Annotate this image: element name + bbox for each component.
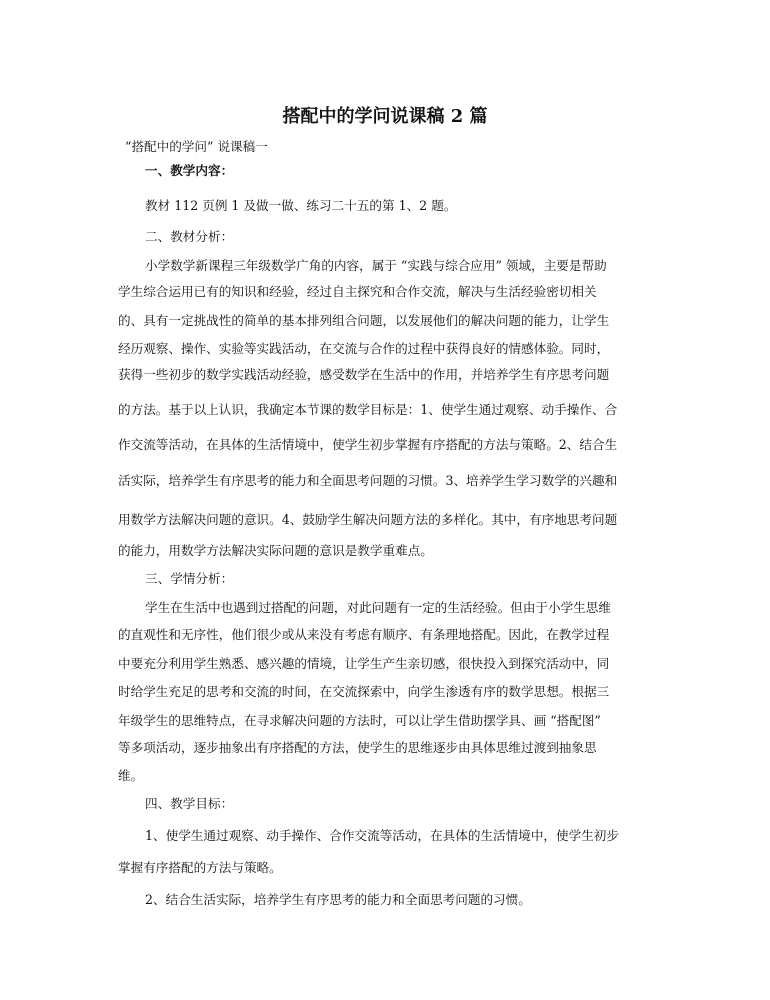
paragraph-line: 年级学生的思维特点，在寻求解决问题的方法时，可以让学生借助摆学具、画 “搭配图” <box>118 713 601 728</box>
paragraph-line: 1、使学生通过观察、动手操作、合作交流等活动，在具体的生活情境中，使学生初步 <box>145 828 619 843</box>
paragraph-line: 用数学方法解决问题的意识。4、鼓励学生解决问题方法的多样化。其中，有序地思考问题 <box>118 512 618 527</box>
paragraph-line: 经历观察、操作、实验等实践活动，在交流与合作的过程中获得良好的情感体验。同时， <box>118 341 610 356</box>
paragraph-line: 的方法。基于以上认识，我确定本节课的数学目标是：1、使学生通过观察、动手操作、合 <box>118 402 618 417</box>
paragraph-line: 时给学生充足的思考和交流的时间，在交流探索中，向学生渗透有序的数学思想。根据三 <box>118 684 610 699</box>
paragraph-line: 中要充分利用学生熟悉、感兴趣的情境，让学生产生亲切感，很快投入到探究活动中，同 <box>118 656 610 671</box>
paragraph-line: 小学数学新课程三年级数学广角的内容，属于 “实践与综合应用” 领域，主要是帮助 <box>145 258 607 273</box>
document-title: 搭配中的学问说课稿 2 篇 <box>282 106 488 127</box>
paragraph-line: 教材 112 页例 1 及做一做、练习二十五的第 1、2 题。 <box>145 198 457 213</box>
paragraph-line: 等多项活动，逐步抽象出有序搭配的方法，使学生的思维逐步由具体思维过渡到抽象思 <box>118 740 597 755</box>
paragraph-line: 的能力，用数学方法解决实际问题的意识是教学重难点。 <box>118 543 433 558</box>
section-heading: 四、教学目标： <box>145 796 234 811</box>
paragraph-line: 维。 <box>118 768 144 783</box>
paragraph-line: 学生综合运用已有的知识和经验，经过自主探究和合作交流，解决与生活经验密切相关 <box>118 284 597 299</box>
paragraph-line: 活实际，培养学生有序思考的能力和全面思考问题的习惯。3、培养学生学习数学的兴趣和 <box>118 473 618 488</box>
paragraph-line: 2、结合生活实际，培养学生有序思考的能力和全面思考问题的习惯。 <box>145 892 531 907</box>
document-subtitle: “搭配中的学问” 说课稿一 <box>125 139 268 154</box>
paragraph-line: 学生在生活中也遇到过搭配的问题，对此问题有一定的生活经验。但由于小学生思维 <box>145 600 611 615</box>
section-heading: 一、教学内容： <box>145 163 234 178</box>
paragraph-line: 获得一些初步的数学实践活动经验，感受数学在生活中的作用，并培养学生有序思考问题 <box>118 367 610 382</box>
paragraph-line: 的、具有一定挑战性的简单的基本排列组合问题，以发展他们的解决问题的能力，让学生 <box>118 313 610 328</box>
section-heading: 二、教材分析： <box>145 229 234 244</box>
paragraph-line: 的直观性和无序性，他们很少或从来没有考虑有顺序、有条理地搭配。因此，在教学过程 <box>118 627 610 642</box>
section-heading: 三、学情分析： <box>145 571 234 586</box>
paragraph-line: 掌握有序搭配的方法与策略。 <box>118 860 282 875</box>
paragraph-line: 作交流等活动，在具体的生活情境中，使学生初步掌握有序搭配的方法与策略。2、结合生 <box>118 437 618 452</box>
